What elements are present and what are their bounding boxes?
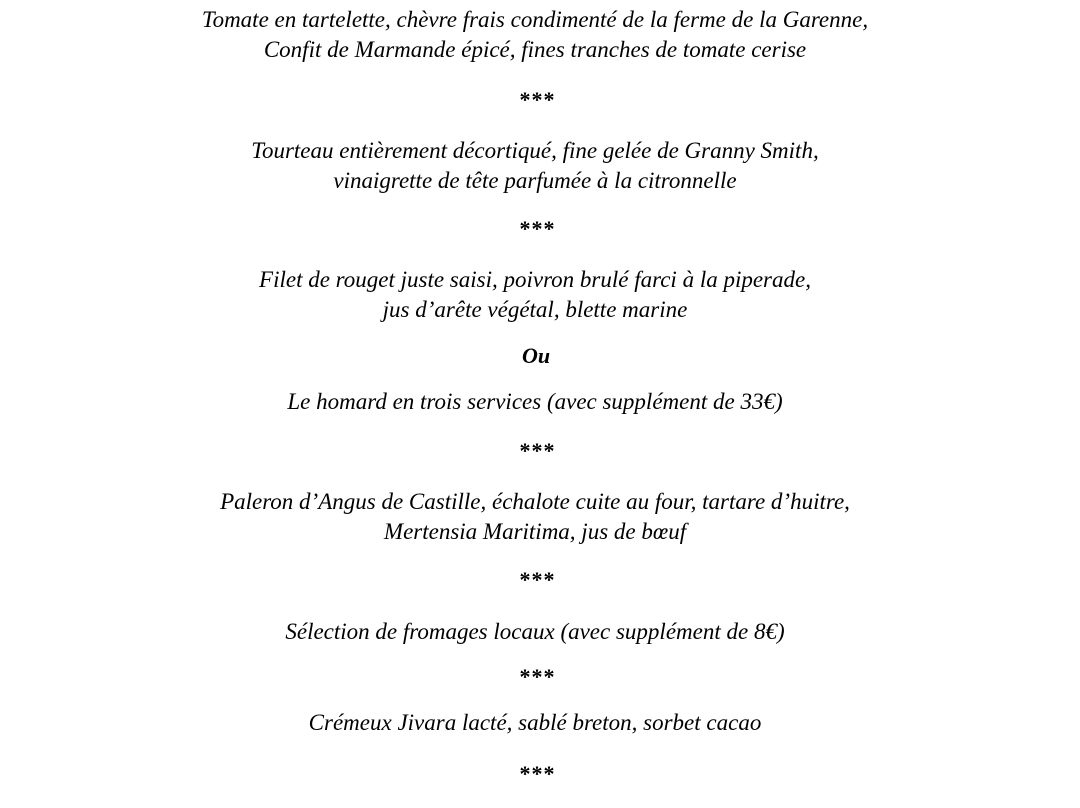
course-1-line-1: Tomate en tartelette, chèvre frais condimenté de la ferme de la Garenne,: [201, 7, 869, 32]
course-2-line-2: vinaigrette de tête parfumée à la citronnelle: [333, 168, 737, 193]
course-separator: ***: [519, 664, 556, 689]
alternative-word: Ou: [521, 343, 551, 368]
course-separator: ***: [519, 87, 556, 112]
course-4-line-2: Mertensia Maritima, jus de bœuf: [383, 519, 687, 544]
course-separator: ***: [519, 438, 556, 463]
course-2-line-1: Tourteau entièrement décortiqué, fine gelée de Granny Smith,: [251, 138, 819, 163]
course-5-line-1: Sélection de fromages locaux (avec supplément de 8€): [285, 619, 785, 644]
course-1-line-2: Confit de Marmande épicé, fines tranches de tomate cerise: [263, 37, 807, 62]
course-separator: ***: [519, 216, 556, 241]
course-3-line-2: jus d’arête végétal, blette marine: [382, 297, 688, 322]
course-3-line-1: Filet de rouget juste saisi, poivron brulé farci à la piperade,: [259, 267, 811, 292]
course-4-line-1: Paleron d’Angus de Castille, échalote cuite au four, tartare d’huitre,: [220, 489, 850, 514]
course-3-alt-line-1: Le homard en trois services (avec supplément de 33€): [287, 389, 783, 414]
course-6-line-1: Crémeux Jivara lacté, sablé breton, sorbet cacao: [308, 710, 762, 735]
course-separator: ***: [519, 761, 556, 786]
course-separator: ***: [519, 567, 556, 592]
